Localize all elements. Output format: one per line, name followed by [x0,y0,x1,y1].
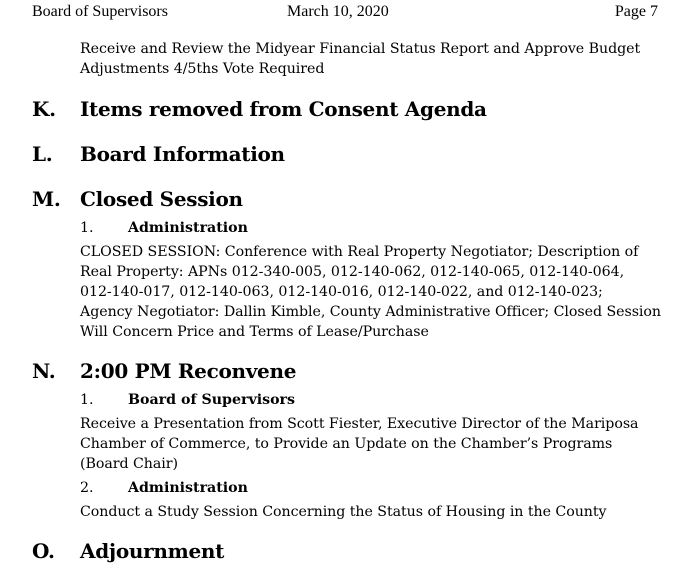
section-m-heading [32,185,660,213]
section-l-heading [32,140,660,168]
section-letter: L. [32,142,53,166]
section-title: Adjournment [80,539,225,563]
section-letter: N. [32,359,56,383]
item-number: 2. [80,480,94,496]
section-letter: O. [32,539,55,563]
paragraph-line: Agency Negotiator: Dallin Kimble, County Administrative Officer; Closed Session [80,304,662,320]
item-department: Board of Supervisors [128,392,296,408]
agenda-item-description [80,242,660,342]
section-title: Closed Session [80,187,243,211]
section-n-heading [32,357,660,385]
header-board-name: Board of Supervisors [32,3,168,20]
agenda-item-description [80,414,660,474]
paragraph-line: Receive a Presentation from Scott Fiester, Executive Director of the Mariposa [80,416,639,432]
section-title: Items removed from Consent Agenda [80,97,487,121]
section-o-heading [32,537,660,565]
item-number: 1. [80,392,94,408]
section-letter: M. [32,187,61,211]
agenda-item-description [80,502,660,522]
intro-paragraph [80,39,660,79]
section-letter: K. [32,97,56,121]
paragraph-line: Real Property: APNs 012-340-005, 012-140-062, 012-140-065, 012-140-064, [80,264,625,280]
paragraph-line: 012-140-017, 012-140-063, 012-140-016, 012-140-022, and 012-140-023; [80,284,603,300]
paragraph-line: CLOSED SESSION: Conference with Real Property Negotiator; Description of [80,244,639,260]
paragraph-line: Receive and Review the Midyear Financial Status Report and Approve Budget [80,41,641,57]
page-header [32,3,658,23]
paragraph-line: (Board Chair) [80,456,178,472]
header-date: March 10, 2020 [287,3,389,20]
item-department: Administration [128,220,248,236]
paragraph-line: Adjustments 4/5ths Vote Required [80,61,325,77]
paragraph-line: Will Concern Price and Terms of Lease/Purchase [80,324,429,340]
paragraph-line: Chamber of Commerce, to Provide an Update on the Chamber’s Programs [80,436,613,452]
section-title: Board Information [80,142,285,166]
section-k-heading [32,95,660,123]
header-page-number: Page 7 [614,3,658,20]
section-title: 2:00 PM Reconvene [80,359,297,383]
item-number: 1. [80,220,94,236]
paragraph-line: Conduct a Study Session Concerning the Status of Housing in the County [80,504,607,520]
item-department: Administration [128,480,248,496]
